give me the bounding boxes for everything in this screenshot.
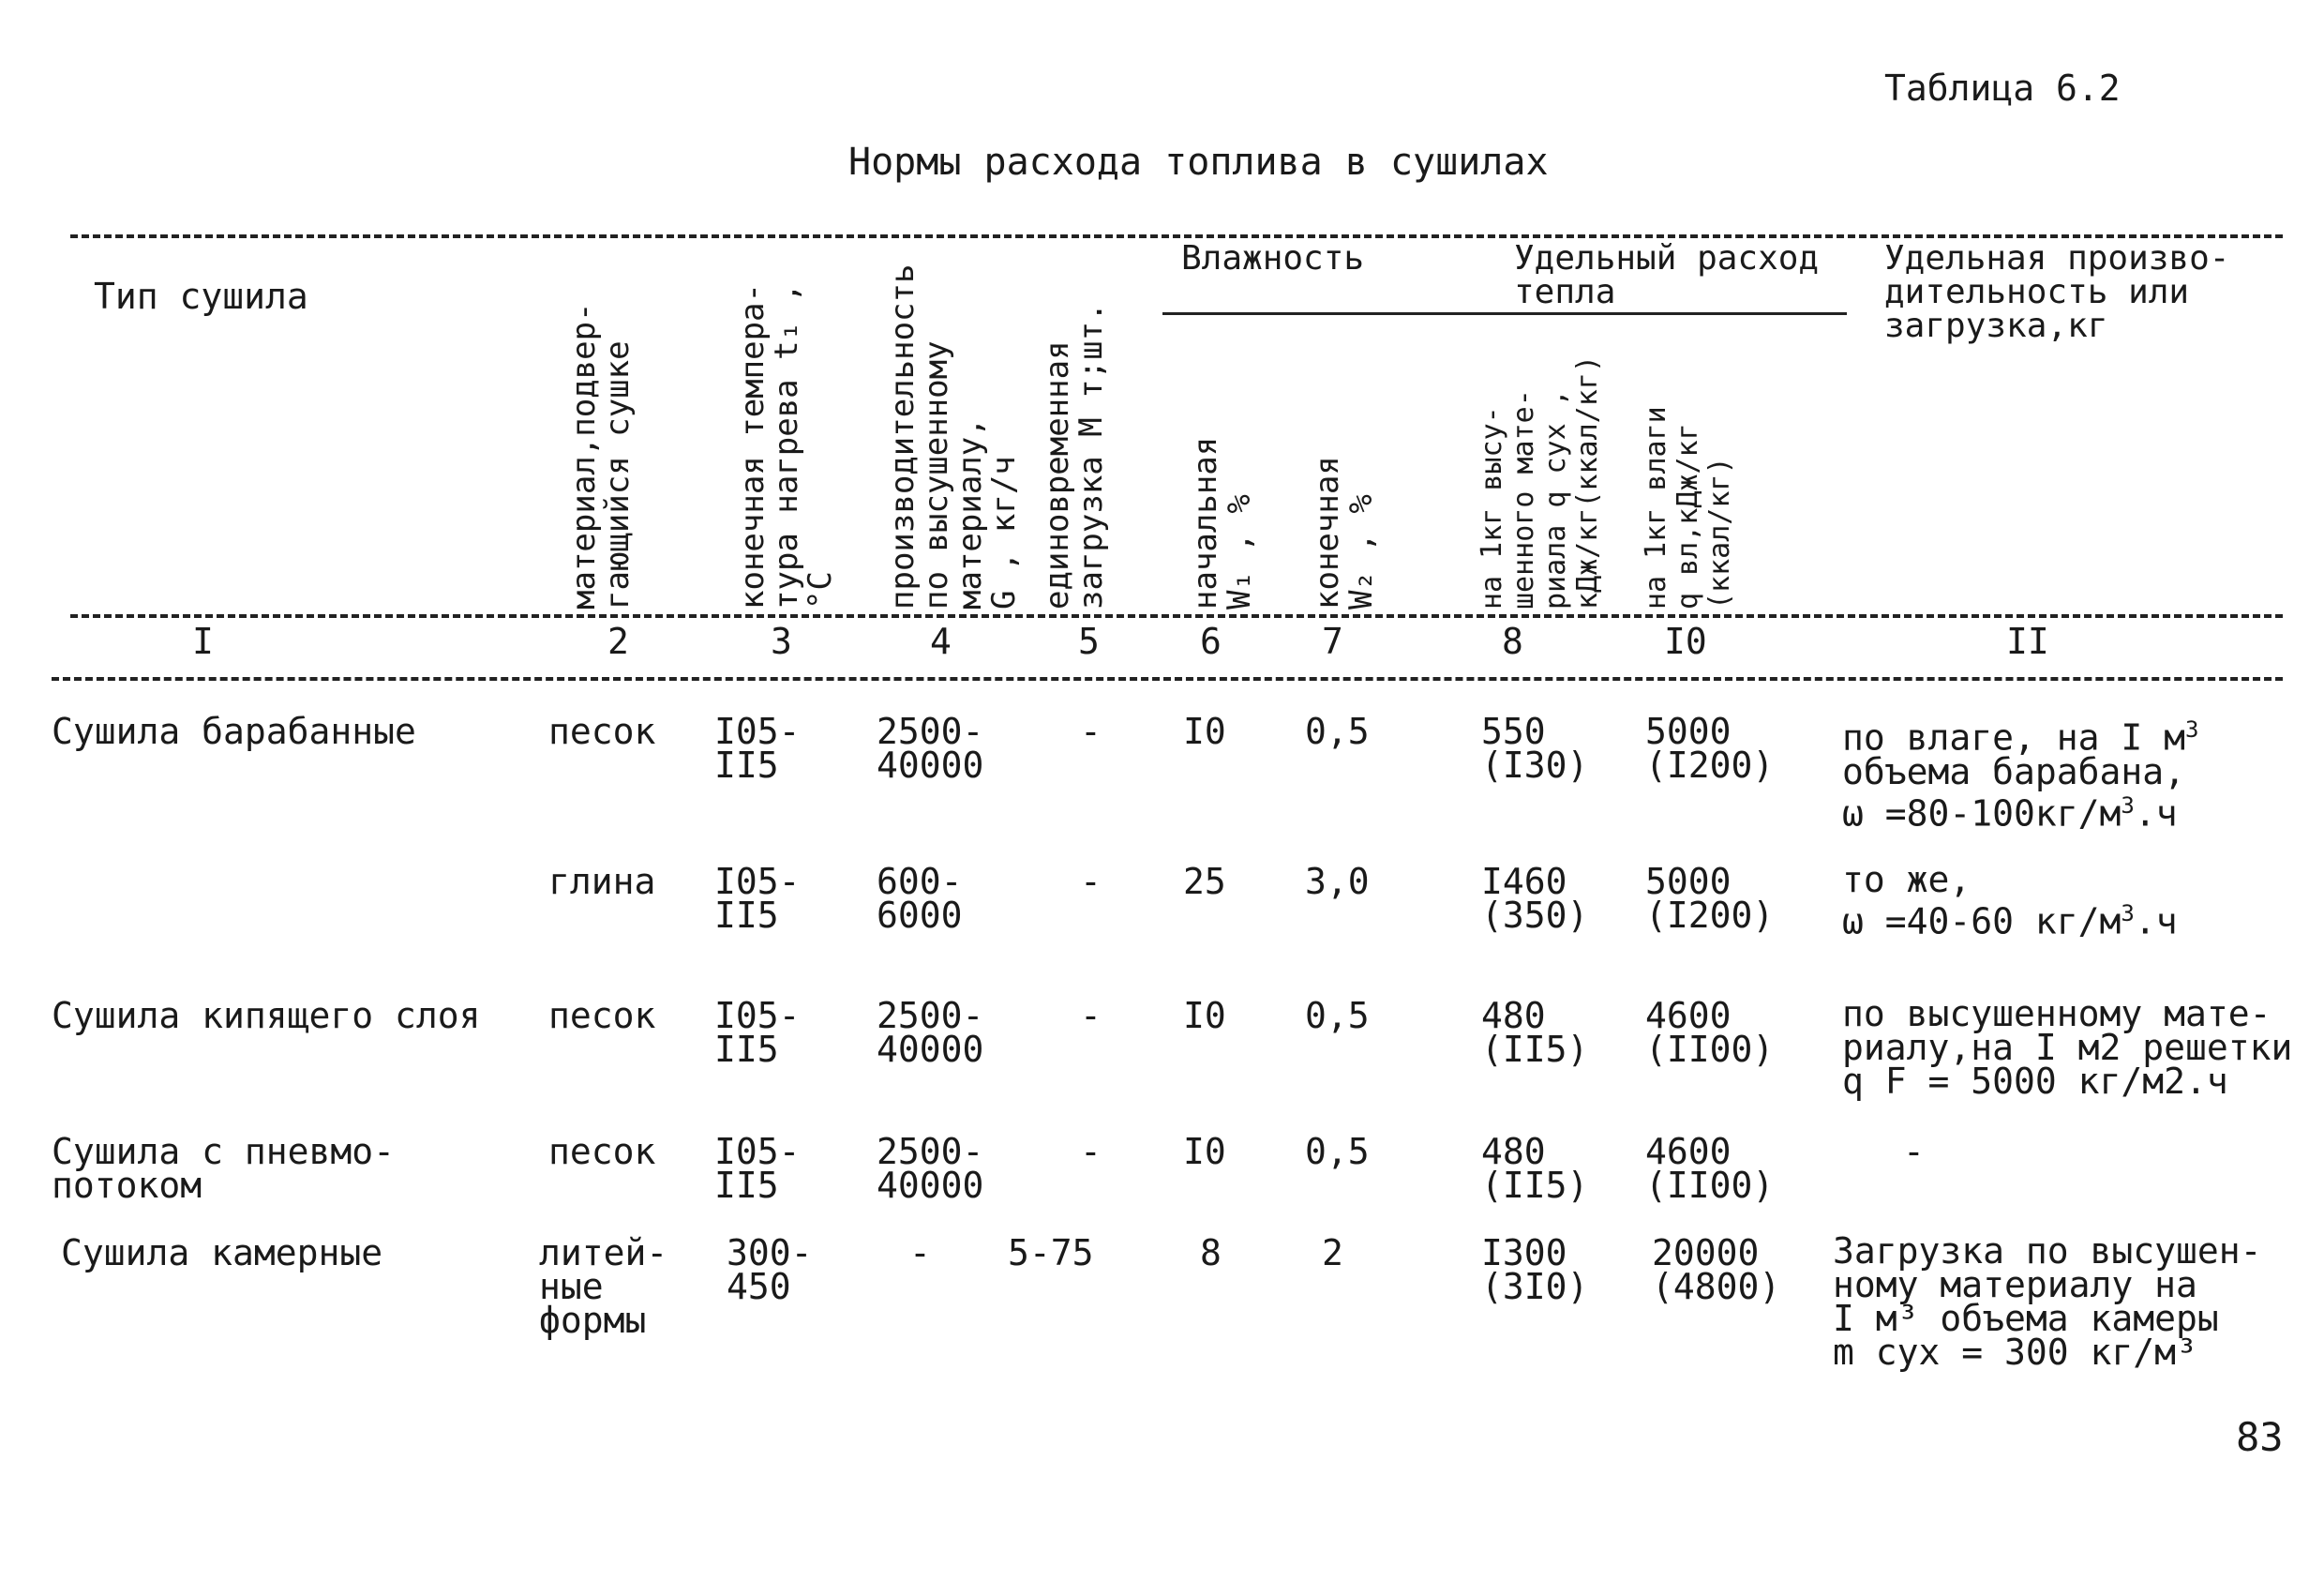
row4-note: - bbox=[1903, 1131, 1925, 1172]
row5-w2: 2 bbox=[1322, 1232, 1343, 1273]
row3-q-moist: 4600 (II00) bbox=[1645, 995, 1775, 1070]
row2-productivity: 600- 6000 bbox=[877, 861, 963, 936]
row5-productivity: - bbox=[909, 1232, 931, 1273]
header-moisture-initial: начальная W₁ , % bbox=[1187, 436, 1258, 610]
header-specific-productivity: Удельная произво- дительность или загрузка,кг bbox=[1884, 239, 2230, 345]
row3-temp: I05- II5 bbox=[714, 995, 801, 1070]
row1-material: песок bbox=[548, 711, 656, 752]
row1-temp: I05- II5 bbox=[714, 711, 801, 786]
row2-q-moist: 5000 (I200) bbox=[1645, 861, 1775, 936]
column-number: 7 bbox=[1322, 621, 1343, 662]
row5-note-line4: m сух = 300 кг/м³ bbox=[1833, 1332, 2197, 1373]
row1-q-dry: 550 (I30) bbox=[1481, 711, 1589, 786]
row2-note-sup2: 3 bbox=[2121, 900, 2135, 926]
row3-load: - bbox=[1080, 995, 1102, 1036]
row3-note bbox=[1842, 993, 2293, 1102]
row1-note bbox=[1842, 713, 2199, 835]
row1-q-moist: 5000 (I200) bbox=[1645, 711, 1775, 786]
row1-note-sup: 3 bbox=[2185, 716, 2199, 743]
header-type: Тип сушила bbox=[94, 276, 308, 317]
row4-temp: I05- II5 bbox=[714, 1131, 801, 1206]
row4-load: - bbox=[1080, 1131, 1102, 1172]
row3-note-line1: по высушенному мате- bbox=[1842, 993, 2272, 1034]
row3-w2: 0,5 bbox=[1305, 995, 1370, 1036]
header-productivity: производительность по высушенному материалу, G , кг/ч bbox=[884, 263, 1023, 610]
row2-q-dry: I460 (350) bbox=[1481, 861, 1589, 936]
row5-material: литей- ные формы bbox=[539, 1232, 668, 1341]
row5-w1: 8 bbox=[1200, 1232, 1222, 1273]
row2-w2: 3,0 bbox=[1305, 861, 1370, 902]
row3-material: песок bbox=[548, 995, 656, 1036]
row2-load: - bbox=[1080, 861, 1102, 902]
row2-note bbox=[1842, 859, 2178, 942]
row4-q-moist: 4600 (II00) bbox=[1645, 1131, 1775, 1206]
row2-note-end: .ч bbox=[2134, 900, 2178, 942]
row2-note-line3: ω =40-60 кг/м bbox=[1842, 900, 2122, 942]
numbers-bottom-rule bbox=[52, 677, 2283, 681]
column-number: 5 bbox=[1078, 621, 1100, 662]
row3-productivity: 2500- 40000 bbox=[877, 995, 984, 1070]
header-fuel-dry: на 1кг высу- шенного мате- риала q сух , кДж/кг(ккал/кг) bbox=[1476, 355, 1604, 610]
row1-load: - bbox=[1080, 711, 1102, 752]
row2-temp: I05- II5 bbox=[714, 861, 801, 936]
page-title: Нормы расхода топлива в сушилах bbox=[848, 141, 1549, 184]
row4-material: песок bbox=[548, 1131, 656, 1172]
row4-productivity: 2500- 40000 bbox=[877, 1131, 984, 1206]
row3-type: Сушила кипящего слоя bbox=[52, 995, 481, 1036]
row1-note-line1: по влаге, на I м bbox=[1842, 716, 2186, 759]
row1-type: Сушила барабанные bbox=[52, 711, 416, 752]
column-number: 8 bbox=[1502, 621, 1523, 662]
row5-load: 5-75 bbox=[1008, 1232, 1094, 1273]
page-number: 83 bbox=[2236, 1414, 2284, 1460]
row1-note-line2: объема барабана, bbox=[1842, 750, 2186, 792]
row1-note-line3: ω =80-100кг/м bbox=[1842, 792, 2122, 835]
row4-type: Сушила с пневмо- потоком bbox=[52, 1131, 396, 1206]
row3-w1: I0 bbox=[1183, 995, 1226, 1036]
row5-q-dry: I300 (3I0) bbox=[1481, 1232, 1589, 1307]
column-number: I bbox=[192, 621, 214, 662]
header-temperature: конечная темпера- тура нагрева t₁ , °C bbox=[734, 283, 839, 610]
row5-note-line3: I м³ объема камеры bbox=[1833, 1298, 2219, 1339]
table-label: Таблица 6.2 bbox=[1884, 68, 2121, 109]
row1-productivity: 2500- 40000 bbox=[877, 711, 984, 786]
row4-q-dry: 480 (II5) bbox=[1481, 1131, 1589, 1206]
column-number: 3 bbox=[771, 621, 792, 662]
header-underline bbox=[1162, 312, 1847, 315]
row1-note-sup2: 3 bbox=[2121, 791, 2135, 819]
column-number: II bbox=[2006, 621, 2049, 662]
numbers-top-rule bbox=[70, 614, 2283, 618]
header-moisture-group: Влажность bbox=[1181, 239, 1365, 278]
row1-w1: I0 bbox=[1183, 711, 1226, 752]
row5-note bbox=[1833, 1230, 2262, 1373]
header-moisture-final: конечная W₂ , % bbox=[1309, 456, 1380, 610]
row5-temp: 300- 450 bbox=[727, 1232, 813, 1307]
column-number: I0 bbox=[1664, 621, 1707, 662]
row3-note-line3: q F = 5000 кг/м2.ч bbox=[1842, 1061, 2228, 1102]
row3-note-line2: риалу,на I м2 решетки bbox=[1842, 1027, 2293, 1068]
header-fuel-moisture: на 1кг влаги q вл,кДж/кг (ккал/кг) bbox=[1640, 406, 1736, 610]
row5-type: Сушила камерные bbox=[61, 1232, 383, 1273]
row1-note-end: .ч bbox=[2134, 792, 2178, 835]
row3-q-dry: 480 (II5) bbox=[1481, 995, 1589, 1070]
header-material: материал,подвер- гающийся сушке bbox=[565, 302, 637, 610]
row5-note-line1: Загрузка по высушен- bbox=[1833, 1230, 2262, 1272]
row5-note-line2: ному материалу на bbox=[1833, 1264, 2197, 1305]
top-rule bbox=[70, 234, 2283, 238]
row2-material: глина bbox=[548, 861, 656, 902]
header-fuel-group: Удельный расход тепла bbox=[1514, 239, 1820, 311]
row2-note-line1: то же, bbox=[1842, 859, 1972, 900]
column-number: 2 bbox=[607, 621, 629, 662]
row4-w1: I0 bbox=[1183, 1131, 1226, 1172]
row1-w2: 0,5 bbox=[1305, 711, 1370, 752]
row4-w2: 0,5 bbox=[1305, 1131, 1370, 1172]
header-load: единовременная загрузка M т;шт. bbox=[1039, 302, 1110, 610]
column-number: 6 bbox=[1200, 621, 1222, 662]
row2-w1: 25 bbox=[1183, 861, 1226, 902]
column-number: 4 bbox=[930, 621, 952, 662]
row5-q-moist: 20000 (4800) bbox=[1652, 1232, 1781, 1307]
